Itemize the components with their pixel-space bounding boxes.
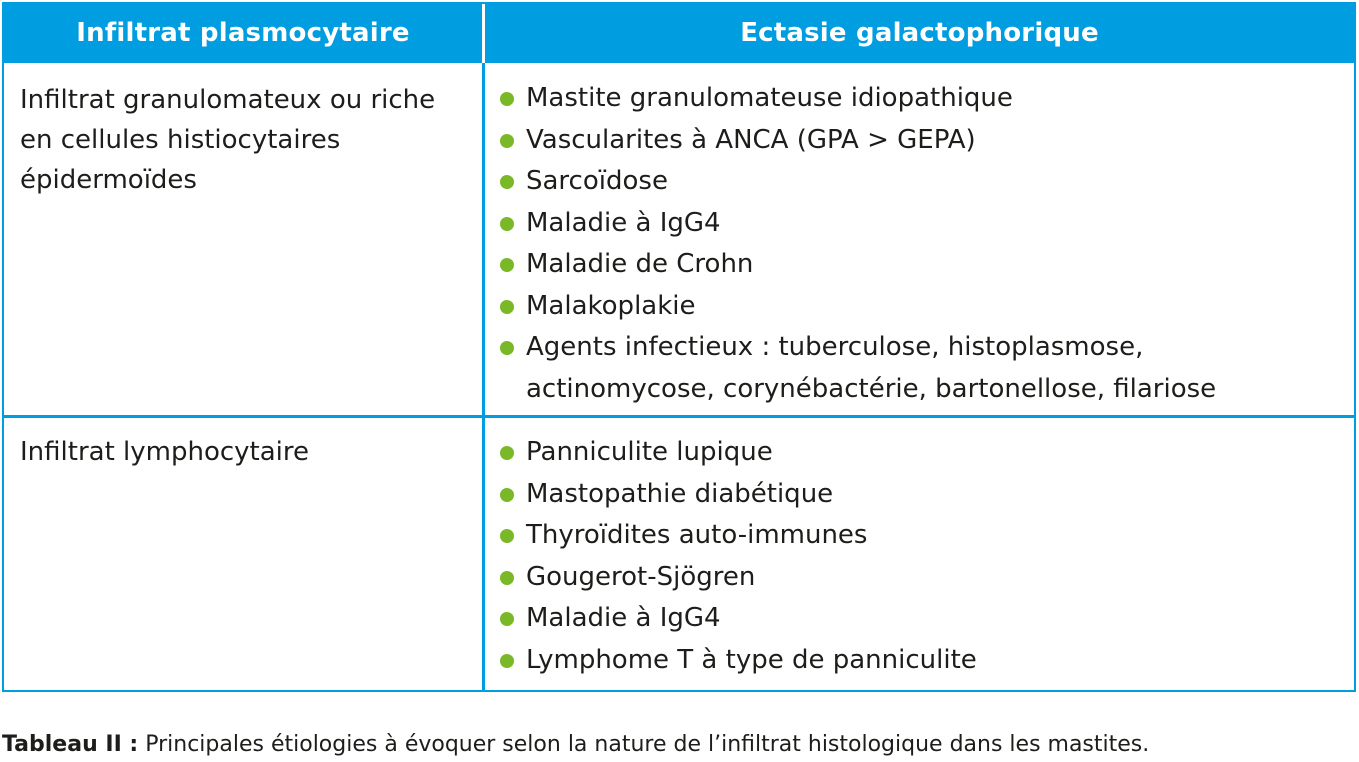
etiology-table xyxy=(2,2,1356,692)
caption-text: Principales étiologies à évoquer selon la nature de l’infiltrat histologique dans les mastites. xyxy=(138,732,1150,757)
list-item-text: Thyroïdites auto-immunes xyxy=(526,520,868,550)
bullet-dot-icon xyxy=(500,92,514,106)
bullet-dot-icon xyxy=(500,258,514,272)
bullet-dot-icon xyxy=(500,654,514,668)
table-caption xyxy=(2,730,1149,760)
column-divider xyxy=(482,63,485,690)
bullet-dot-icon xyxy=(500,571,514,585)
list-item-text: Agents infectieux : tuberculose, histoplasmose, actinomycose, corynébactérie, bartonellose, filariose xyxy=(526,332,1217,404)
list-item xyxy=(500,120,1340,162)
header-cell-ectasie: Ectasie galactophorique xyxy=(740,18,1099,48)
list-item-text: Malakoplakie xyxy=(526,290,696,321)
etiology-list-granulomateux xyxy=(500,78,1340,410)
bullet-dot-icon xyxy=(500,488,514,502)
list-item-text: Maladie de Crohn xyxy=(526,249,754,279)
bullet-dot-icon xyxy=(500,134,514,148)
bullet-dot-icon xyxy=(500,612,514,626)
row-divider xyxy=(4,415,1354,418)
bullet-dot-icon xyxy=(500,341,514,355)
list-item-text: Panniculite lupique xyxy=(526,437,773,467)
list-item xyxy=(500,598,1340,640)
table-header-row xyxy=(4,4,1354,63)
list-item-text: Maladie à IgG4 xyxy=(526,207,721,238)
bullet-dot-icon xyxy=(500,300,514,314)
header-cell-plasmocytaire: Infiltrat plasmocytaire xyxy=(76,18,410,48)
list-item-text: Maladie à IgG4 xyxy=(526,603,721,633)
list-item-text: Lymphome T à type de panniculite xyxy=(526,644,977,675)
bullet-dot-icon xyxy=(500,217,514,231)
list-item-text: Mastite granulomateuse idiopathique xyxy=(526,83,1013,113)
list-item xyxy=(500,286,1340,328)
list-item xyxy=(500,474,1340,516)
list-item xyxy=(500,515,1340,557)
list-item xyxy=(500,640,1340,682)
list-item-text: Gougerot-Sjögren xyxy=(526,561,756,592)
list-item xyxy=(500,432,1340,474)
list-item xyxy=(500,557,1340,599)
list-item-text: Sarcoïdose xyxy=(526,166,668,196)
list-item xyxy=(500,78,1340,120)
bullet-dot-icon xyxy=(500,175,514,189)
list-item xyxy=(500,161,1340,203)
caption-label: Tableau II : xyxy=(2,732,139,757)
etiology-list-lymphocytaire xyxy=(500,432,1340,681)
list-item xyxy=(500,327,1340,410)
row-label-granulomateux: Infiltrat granulomateux ou riche en cellules histiocytaires épidermoïdes xyxy=(20,85,436,195)
row-label-lymphocytaire: Infiltrat lymphocytaire xyxy=(20,437,309,467)
list-item xyxy=(500,203,1340,245)
list-item-text: Vascularites à ANCA (GPA > GEPA) xyxy=(526,124,976,155)
bullet-dot-icon xyxy=(500,446,514,460)
list-item-text: Mastopathie diabétique xyxy=(526,478,834,509)
bullet-dot-icon xyxy=(500,529,514,543)
list-item xyxy=(500,244,1340,286)
